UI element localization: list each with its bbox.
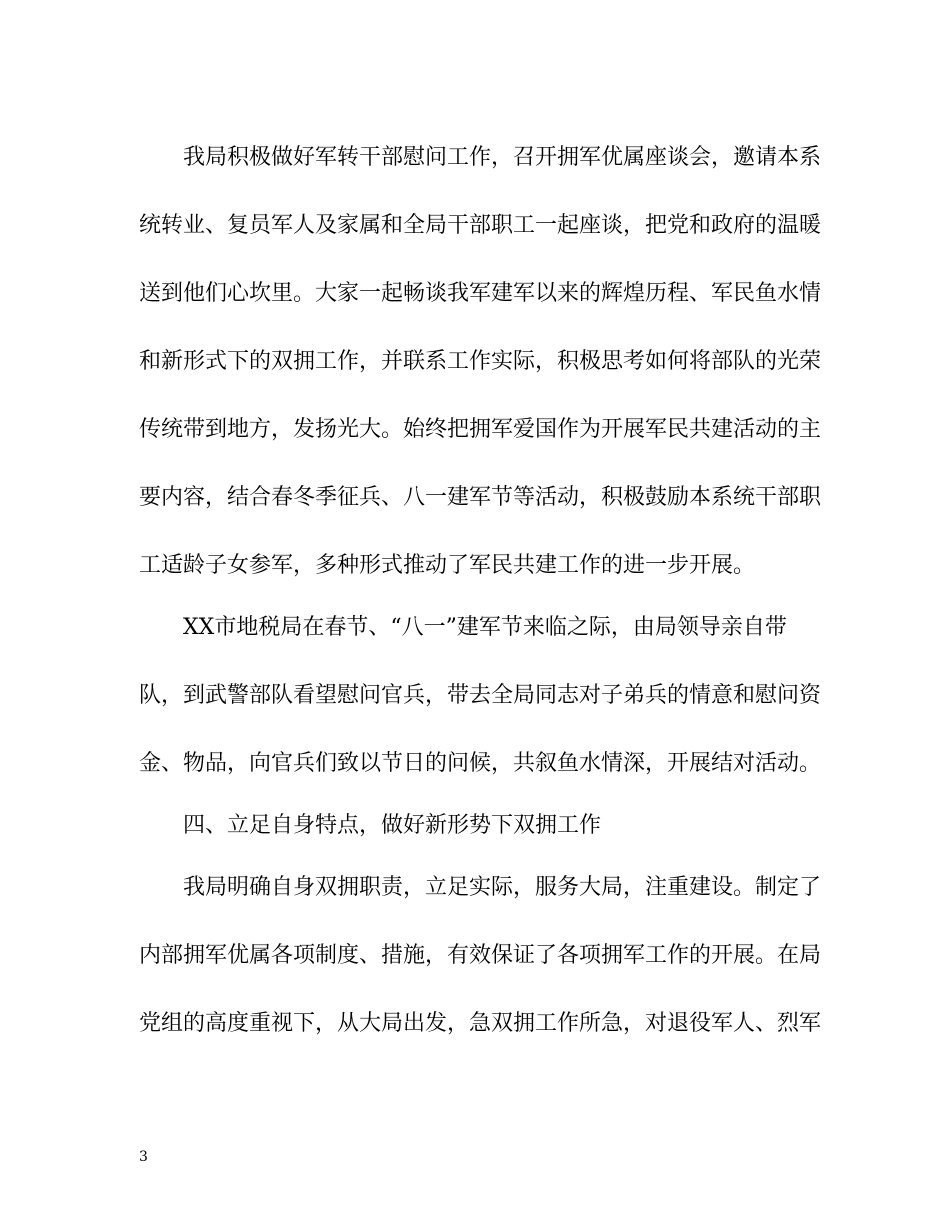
paragraph-3-line-2: 内部拥军优属各项制度、措施，有效保证了各项拥军工作的开展。在局 [139, 943, 822, 968]
paragraph-1-line-6: 要内容，结合春冬季征兵、八一建军节等活动，积极鼓励本系统干部职 [139, 485, 822, 510]
paragraph-2-line-3: 金、物品，向官兵们致以节日的问候，共叙鱼水情深，开展结对活动。 [139, 751, 822, 776]
paragraph-1-line-7: 工适龄子女参军，多种形式推动了军民共建工作的进一步开展。 [139, 553, 756, 578]
paragraph-2-line-2: 队，到武警部队看望慰问官兵，带去全局同志对子弟兵的情意和慰问资 [139, 683, 822, 708]
paragraph-3-line-1: 我局明确自身双拥职责，立足实际，服务大局，注重建设。制定了 [183, 875, 822, 900]
paragraph-1-line-1: 我局积极做好军转干部慰问工作，召开拥军优属座谈会，邀请本系 [183, 145, 822, 170]
paragraph-1-line-3: 送到他们心坎里。大家一起畅谈我军建军以来的辉煌历程、军民鱼水情 [139, 281, 822, 306]
paragraph-2-line-1: XX市地税局在春节、“八一”建军节来临之际，由局领导亲自带 [183, 615, 787, 640]
paragraph-1-line-4: 和新形式下的双拥工作，并联系工作实际，积极思考如何将部队的光荣 [139, 349, 822, 374]
paragraph-1-line-5: 传统带到地方，发扬光大。始终把拥军爱国作为开展军民共建活动的主 [139, 417, 822, 442]
paragraph-3-line-3: 党组的高度重视下，从大局出发，急双拥工作所急，对退役军人、烈军 [139, 1011, 822, 1036]
paragraph-1-line-2: 统转业、复员军人及家属和全局干部职工一起座谈，把党和政府的温暖 [139, 213, 822, 238]
section-heading: 四、立足自身特点，做好新形势下双拥工作 [183, 813, 602, 838]
page-number: 3 [139, 1149, 148, 1165]
